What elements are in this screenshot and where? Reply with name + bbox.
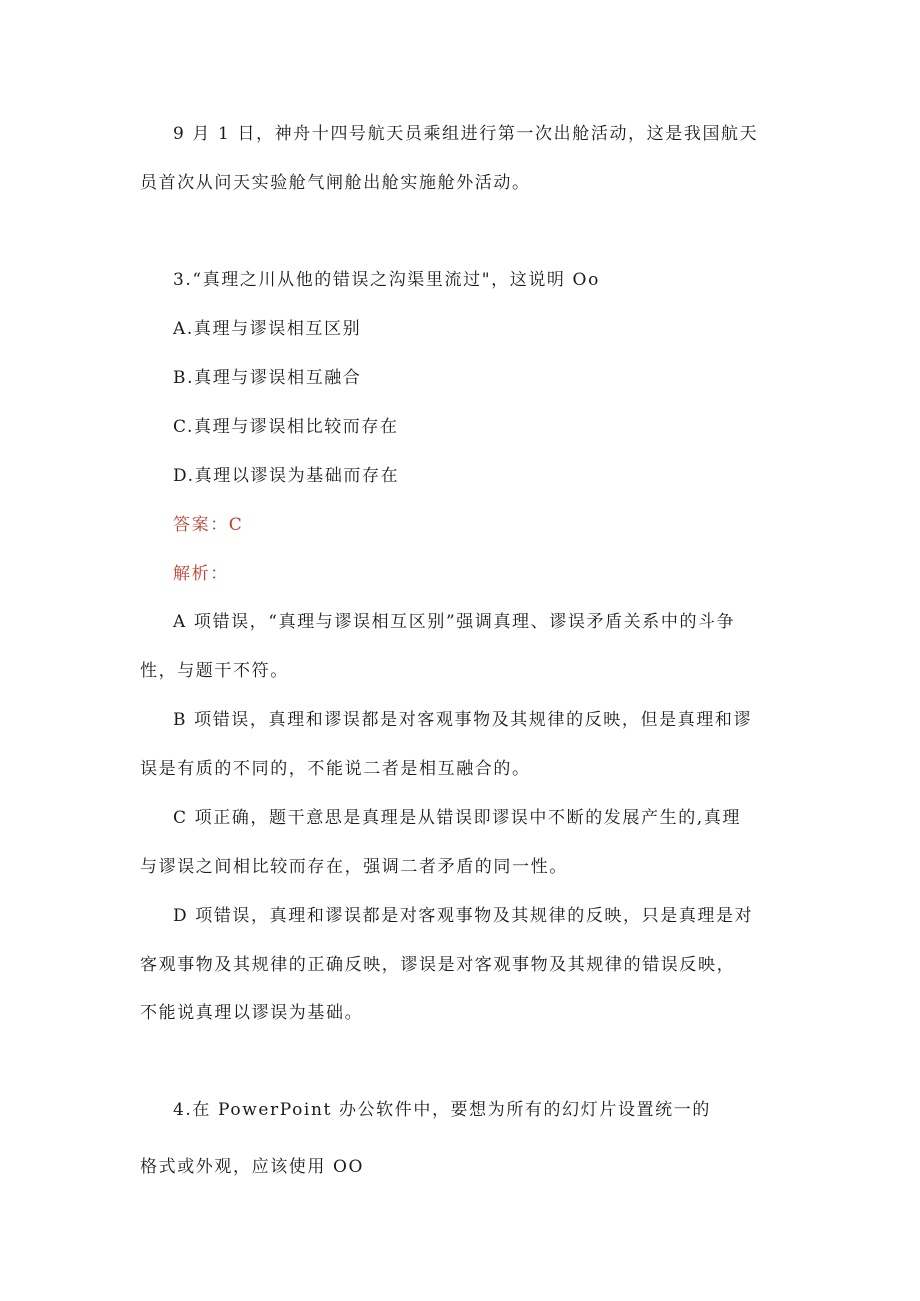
question-3-stem: 3.“真理之川从他的错误之沟渠里流过"，这说明 Oo <box>173 270 600 290</box>
question-3-option-b: B.真理与谬误相互融合 <box>173 368 362 388</box>
question-3-option-c: C.真理与谬误相比较而存在 <box>173 417 399 437</box>
question-4-line-1: 4.在 PowerPoint 办公软件中，要想为所有的幻灯片设置统一的 <box>173 1100 711 1120</box>
analysis-c-line-2: 与谬误之间相比较而存在，强调二者矛盾的同一性。 <box>140 857 568 877</box>
intro-line-2: 员首次从问天实验舱气闸舱出舱实施舱外活动。 <box>140 173 531 193</box>
analysis-a-line-2: 性，与题干不符。 <box>140 661 289 681</box>
question-4-line-2: 格式或外观，应该使用 OO <box>140 1157 365 1177</box>
intro-line-1: 9 月 1 日，神舟十四号航天员乘组进行第一次出舱活动，这是我国航天 <box>173 124 759 144</box>
analysis-b-line-1: B 项错误，真理和谬误都是对客观事物及其规律的反映，但是真理和谬 <box>173 710 753 730</box>
question-3-answer: 答案：C <box>173 515 244 535</box>
analysis-a-line-1: A 项错误，“真理与谬误相互区别”强调真理、谬误矛盾关系中的斗争 <box>173 612 736 632</box>
analysis-d-line-3: 不能说真理以谬误为基础。 <box>140 1003 364 1023</box>
analysis-c-line-1: C 项正确，题干意思是真理是从错误即谬误中不断的发展产生的,真理 <box>173 808 742 828</box>
question-3-analysis-label: 解析： <box>173 564 229 584</box>
analysis-d-line-2: 客观事物及其规律的正确反映，谬误是对客观事物及其规律的错误反映， <box>140 955 736 975</box>
question-3-option-a: A.真理与谬误相互区别 <box>173 319 362 339</box>
analysis-d-line-1: D 项错误，真理和谬误都是对客观事物及其规律的反映，只是真理是对 <box>173 906 754 926</box>
question-3-option-d: D.真理以谬误为基础而存在 <box>173 466 400 486</box>
analysis-b-line-2: 误是有质的不同的，不能说二者是相互融合的。 <box>140 759 531 779</box>
